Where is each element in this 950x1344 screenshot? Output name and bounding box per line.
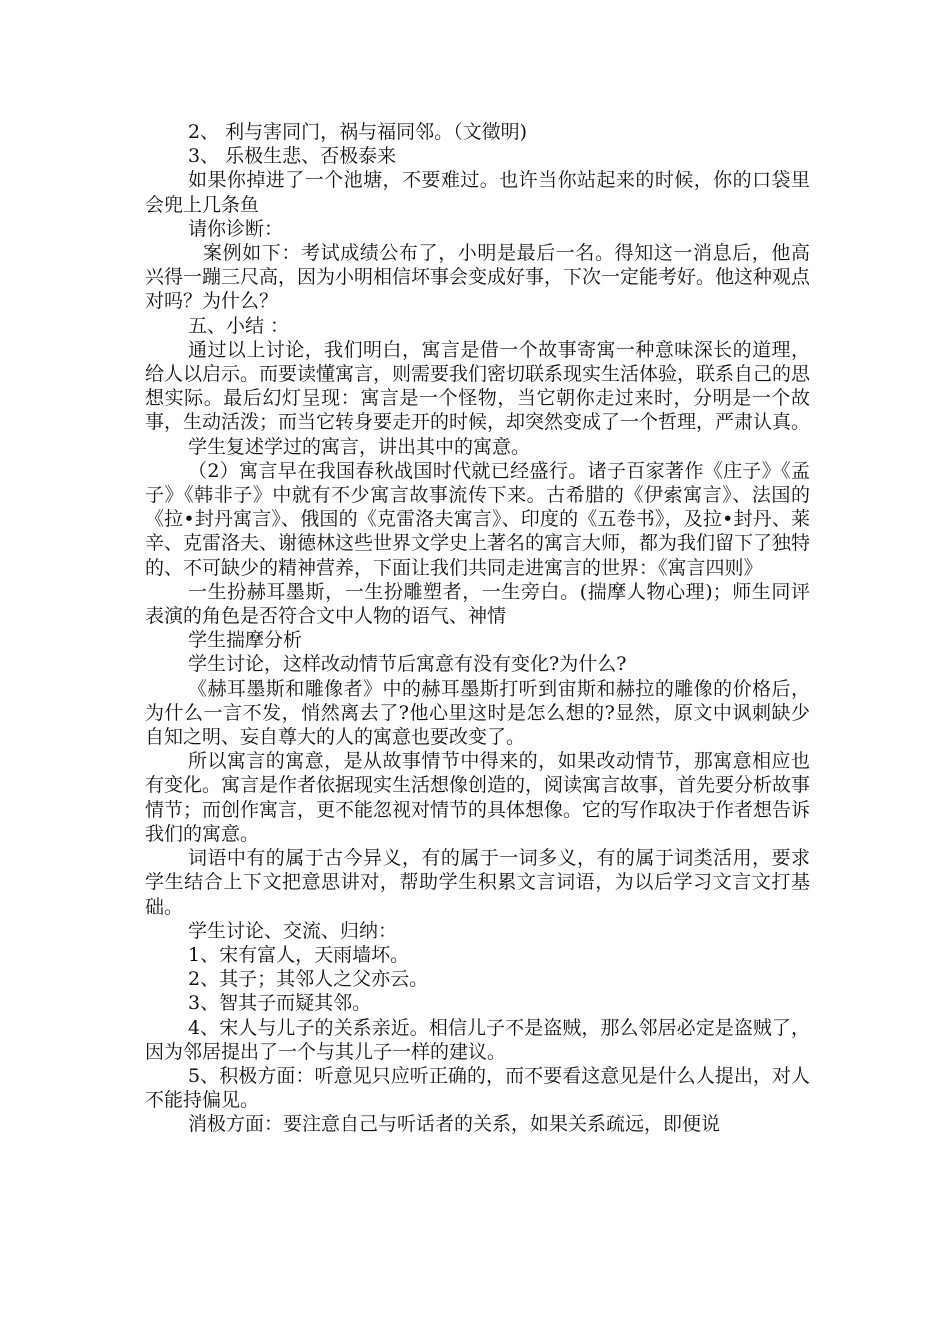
body-paragraph: （2）寓言早在我国春秋战国时代就已经盛行。诸子百家著作《庄子》《孟子》《韩非子》中就有不少寓言故事流传下来。古希腊的《伊索寓言》、法国的《拉•封丹寓言》、俄国的《克雷洛夫寓言》、印度的《五卷书》，及拉•封丹、莱辛、克雷洛夫、谢德林这些世界文学史上著名的寓言大师，都为我们留下了独特的、不可缺少的精神营养，下面让我们共同走进寓言的世界：《寓言四则》 bbox=[145, 459, 811, 579]
list-item: 2、 利与害同门，祸与福同邻。（文徵明) bbox=[188, 121, 528, 143]
body-paragraph: 词语中有的属于古今异义，有的属于一词多义，有的属于词类活用，要求学生结合上下文把意思讲对，帮助学生积累文言词语，为以后学习文言文打基础。 bbox=[145, 847, 810, 918]
document-page bbox=[145, 120, 810, 1137]
body-paragraph: 学生揣摩分析 bbox=[188, 629, 303, 652]
body-paragraph: 学生讨论、交流、归纳： bbox=[188, 919, 398, 942]
section-prompt: 请你诊断： bbox=[188, 217, 284, 240]
body-paragraph: 如果你掉进了一个池塘，不要难过。也许当你站起来的时候，你的口袋里会兜上几条鱼 bbox=[145, 169, 810, 216]
body-paragraph: 一生扮赫耳墨斯，一生扮雕塑者，一生旁白。(揣摩人物心理)；师生同评表演的角色是否符合文中人物的语气、神情 bbox=[145, 580, 810, 628]
body-paragraph: 学生复述学过的寓言，讲出其中的寓意。 bbox=[188, 435, 531, 458]
list-item: 3、智其子而疑其邻。 bbox=[188, 992, 372, 1015]
body-paragraph: 《赫耳墨斯和雕像者》中的赫耳墨斯打听到宙斯和赫拉的雕像的价格后，为什么一言不发，悄然离去了?他心里这时是怎么想的?显然，原文中讽刺缺少自知之明、妄自尊大的人的寓意也要改变了。 bbox=[145, 677, 810, 749]
body-paragraph: 消极方面：要注意自己与听话者的关系，如果关系疏远，即便说 bbox=[188, 1113, 721, 1136]
list-item: 1、宋有富人，天雨墙坏。 bbox=[188, 943, 410, 966]
body-paragraph: 通过以上讨论，我们明白，寓言是借一个故事寄寓一种意味深长的道理，给人以启示。而要读懂寓言，则需要我们密切联系现实生活体验，联系自己的思想实际。最后幻灯呈现：寓言是一个怪物，当它朝你走过来时，分明是一个故事，生动活泼；而当它转身要走开的时候，却突然变成了一个哲理，严肃认真。 bbox=[145, 338, 811, 434]
body-paragraph: 所以寓言的寓意，是从故事情节中得来的，如果改动情节，那寓意相应也有变化。寓言是作者依据现实生活想像创造的，阅读寓言故事，首先要分析故事情节；而创作寓言，更不能忽视对情节的具体想像。它的写作取决于作者想告诉我们的寓意。 bbox=[145, 750, 811, 845]
section-heading: 五、小结 ： bbox=[188, 314, 290, 337]
body-paragraph: 学生讨论，这样改动情节后寓意有没有变化?为什么? bbox=[188, 653, 627, 676]
list-item: 3、 乐极生悲、否极泰来 bbox=[188, 145, 397, 168]
list-item: 2、其子；其邻人之父亦云。 bbox=[188, 968, 429, 991]
list-item: 4、宋人与儿子的关系亲近。相信儿子不是盗贼，那么邻居必定是盗贼了，因为邻居提出了一个与其儿子一样的建议。 bbox=[145, 1016, 810, 1063]
case-paragraph: 案例如下：考试成绩公布了，小明是最后一名。得知这一消息后，他高兴得一蹦三尺高，因为小明相信坏事会变成好事，下次一定能考好。他这种观点对吗？为什么？ bbox=[145, 242, 811, 313]
list-item: 5、积极方面：听意见只应听正确的，而不要看这意见是什么人提出，对人不能持偏见。 bbox=[145, 1064, 810, 1112]
